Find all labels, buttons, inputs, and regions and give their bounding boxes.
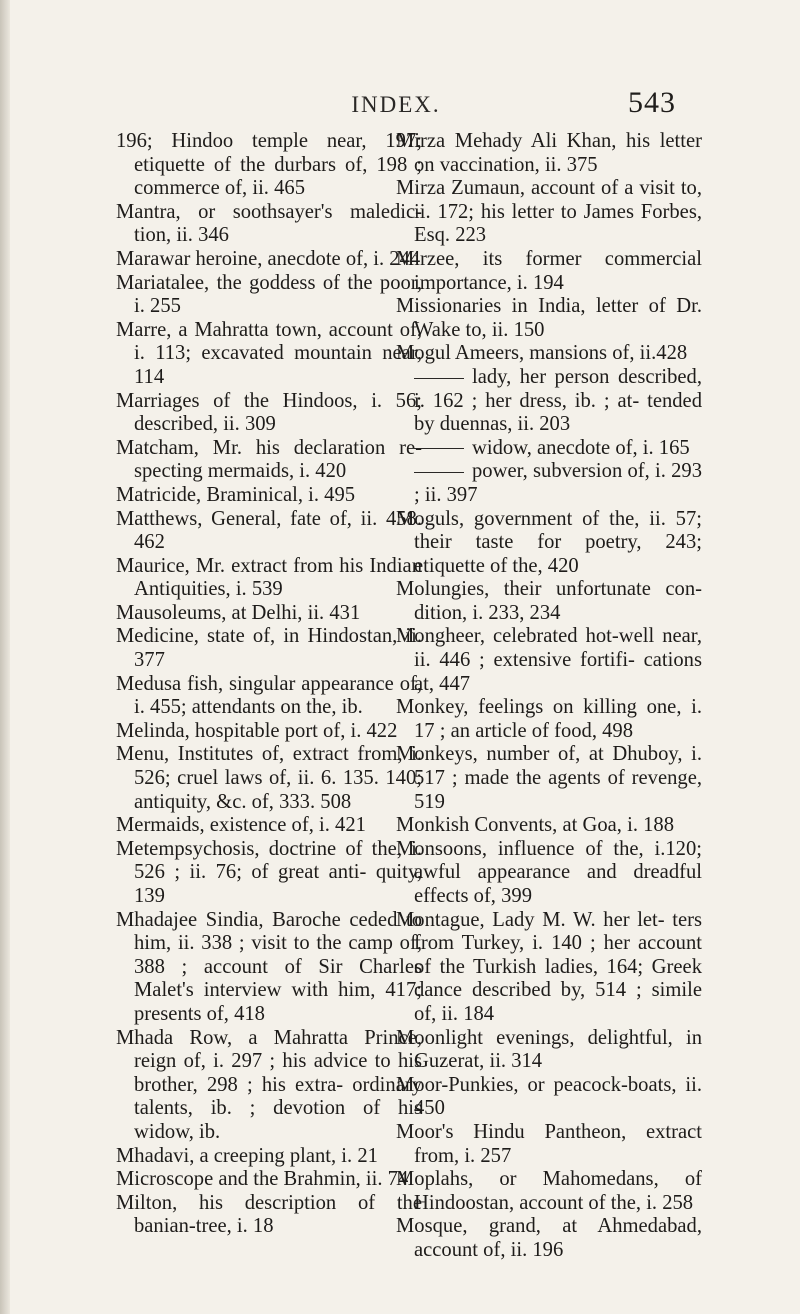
entry-text: Mirza Zumaun, account of a visit to, ii. 172; his letter to James Forbes, Esq. 223 xyxy=(396,177,702,247)
entry-text: widow, anecdote of, i. 165 xyxy=(472,436,690,459)
index-entry xyxy=(396,838,702,909)
entry-text: Mermaids, existence of, i. 421 xyxy=(116,814,366,837)
index-entry xyxy=(396,342,702,366)
index-entry xyxy=(116,909,422,1027)
entry-text: Menu, Institutes of, extract from, i. 526; cruel laws of, ii. 6. 135. 140; antiquity, &c. of, 333. 508 xyxy=(116,743,422,813)
index-entry xyxy=(116,272,422,319)
index-entry xyxy=(116,602,422,626)
entry-text: Moplahs, or Mahomedans, of Hindoostan, account of the, i. 258 xyxy=(396,1168,702,1214)
entry-text: Moor-Punkies, or peacock-boats, ii. 450 xyxy=(396,1073,702,1120)
entry-text: Molungies, their unfortunate con- dition, i. 233, 234 xyxy=(396,578,702,624)
entry-text: Maurice, Mr. extract from his Indian Antiquities, i. 539 xyxy=(116,554,422,601)
entry-text: Mirza Mehady Ali Khan, his letter on vaccination, ii. 375 xyxy=(396,130,702,176)
entry-text: Milton, his description of the banian-tree, i. 18 xyxy=(116,1191,422,1238)
index-entry xyxy=(116,814,422,838)
index-subentry xyxy=(396,460,702,507)
entry-text: Matcham, Mr. his declaration re- specting mermaids, i. 420 xyxy=(116,436,422,483)
index-entry xyxy=(116,743,422,814)
entry-text: Mariatalee, the goddess of the poor, i. 255 xyxy=(116,271,422,318)
entry-text: Monsoons, influence of the, i.120; awful appearance and dreadful effects of, 399 xyxy=(396,837,702,907)
entry-text: Monkish Convents, at Goa, i. 188 xyxy=(396,814,675,837)
entry-text: Monkey, feelings on killing one, i. 17 ; an article of food, 498 xyxy=(396,696,702,742)
index-entry xyxy=(396,130,702,177)
ditto-dash xyxy=(414,448,464,449)
index-entry xyxy=(116,130,422,201)
entry-text: Mausoleums, at Delhi, ii. 431 xyxy=(116,601,361,624)
page-gutter xyxy=(0,0,10,1314)
entry-text: Mosque, grand, at Ahmedabad, account of, ii. 196 xyxy=(396,1215,702,1261)
index-entry xyxy=(116,838,422,909)
entry-text: Mongheer, celebrated hot-well near, ii. 446 ; extensive fortifi- cations at, 447 xyxy=(396,625,702,695)
entry-text: Mhada Row, a Mahratta Prince, reign of, i. 297 ; his advice to his brother, 298 ; his extra- ordinary talents, ib. ; devotion of his widow, ib. xyxy=(116,1026,422,1143)
index-entry xyxy=(396,578,702,625)
index-entry xyxy=(116,720,422,744)
index-entry xyxy=(116,390,422,437)
index-entry xyxy=(396,743,702,814)
index-entry xyxy=(396,1121,702,1168)
entry-text: Montague, Lady M. W. her let- ters from Turkey, i. 140 ; her account of the Turkish ladies, 164; Greek dance described by, 514 ; simile of, ii. 184 xyxy=(396,908,702,1025)
entry-text: Mirzee, its former commercial importance, i. 194 xyxy=(396,247,702,294)
entry-text: Mhadavi, a creeping plant, i. 21 xyxy=(116,1144,378,1167)
entry-text: Marawar heroine, anecdote of, i. 244 xyxy=(116,247,421,270)
entry-text: Medusa fish, singular appearance of, i. 455; attendants on the, ib. xyxy=(116,672,422,719)
index-entry xyxy=(396,1215,702,1262)
index-entry xyxy=(116,673,422,720)
header-title: INDEX. xyxy=(351,92,441,117)
index-entry xyxy=(116,625,422,672)
entry-text: Mhadajee Sindia, Baroche ceded to him, ii. 338 ; visit to the camp of, 388 ; account of Sir Charles Malet's interview with him, 417; presents of, 418 xyxy=(116,908,422,1025)
entry-text: Metempsychosis, doctrine of the, i. 526 ; ii. 76; of great anti- quity, 139 xyxy=(116,837,422,907)
entry-text: Mogul Ameers, mansions of, ii.428 xyxy=(396,342,688,365)
index-entry xyxy=(396,625,702,696)
index-entry xyxy=(396,1027,702,1074)
entry-text: Missionaries in India, letter of Dr. Wake to, ii. 150 xyxy=(396,295,702,341)
index-entry xyxy=(116,1145,422,1169)
entry-text: Moguls, government of the, ii. 57; their taste for poetry, 243; etiquette of the, 420 xyxy=(396,507,702,577)
index-entry xyxy=(396,1074,702,1121)
entry-text: Melinda, hospitable port of, i. 422 xyxy=(116,719,398,742)
index-entry xyxy=(116,484,422,508)
index-entry xyxy=(396,814,702,838)
running-header xyxy=(116,86,676,126)
page-number: 543 xyxy=(628,86,676,119)
index-entry xyxy=(116,1192,422,1239)
index-entry xyxy=(396,295,702,342)
ditto-dash xyxy=(414,378,464,379)
index-entry xyxy=(396,248,702,295)
entry-text: power, subversion of, i. 293 ; ii. 397 xyxy=(414,460,702,506)
index-entry xyxy=(116,201,422,248)
entry-text: Monkeys, number of, at Dhuboy, i. 517 ; made the agents of revenge, 519 xyxy=(396,743,702,813)
index-column-left xyxy=(116,130,422,1239)
entry-text: Marriages of the Hindoos, i. 56; described, ii. 309 xyxy=(116,389,422,436)
index-entry xyxy=(116,437,422,484)
index-entry xyxy=(116,1168,422,1192)
entry-text: Mantra, or soothsayer's maledic- tion, ii. 346 xyxy=(116,200,422,247)
entry-text: Moor's Hindu Pantheon, extract from, i. 257 xyxy=(396,1120,702,1167)
entry-text: Matthews, General, fate of, ii. 458. 462 xyxy=(116,507,422,554)
index-entry xyxy=(396,177,702,248)
index-entry xyxy=(396,508,702,579)
index-entry xyxy=(396,696,702,743)
ditto-dash xyxy=(414,472,464,473)
index-entry xyxy=(396,909,702,1027)
index-subentry xyxy=(396,366,702,437)
index-entry xyxy=(116,319,422,390)
entry-text: Medicine, state of, in Hindostan, ii. 377 xyxy=(116,625,422,672)
index-entry xyxy=(116,248,422,272)
entry-text: Moonlight evenings, delightful, in Guzerat, ii. 314 xyxy=(396,1026,702,1073)
index-entry xyxy=(396,1168,702,1215)
index-entry xyxy=(116,555,422,602)
entry-text: Marre, a Mahratta town, account of, i. 113; excavated mountain near, 114 xyxy=(116,318,422,388)
index-column-right xyxy=(396,130,702,1263)
index-subentry xyxy=(396,437,702,461)
index-entry xyxy=(116,508,422,555)
entry-text: 196; Hindoo temple near, 197; etiquette of the durbars of, 198 ; commerce of, ii. 465 xyxy=(116,130,422,200)
entry-text: lady, her person described, i. 162 ; her dress, ib. ; at- tended by duennas, ii. 203 xyxy=(414,365,702,436)
index-entry xyxy=(116,1027,422,1145)
entry-text: Matricide, Braminical, i. 495 xyxy=(116,483,356,506)
entry-text: Microscope and the Brahmin, ii. 74 xyxy=(116,1168,409,1191)
